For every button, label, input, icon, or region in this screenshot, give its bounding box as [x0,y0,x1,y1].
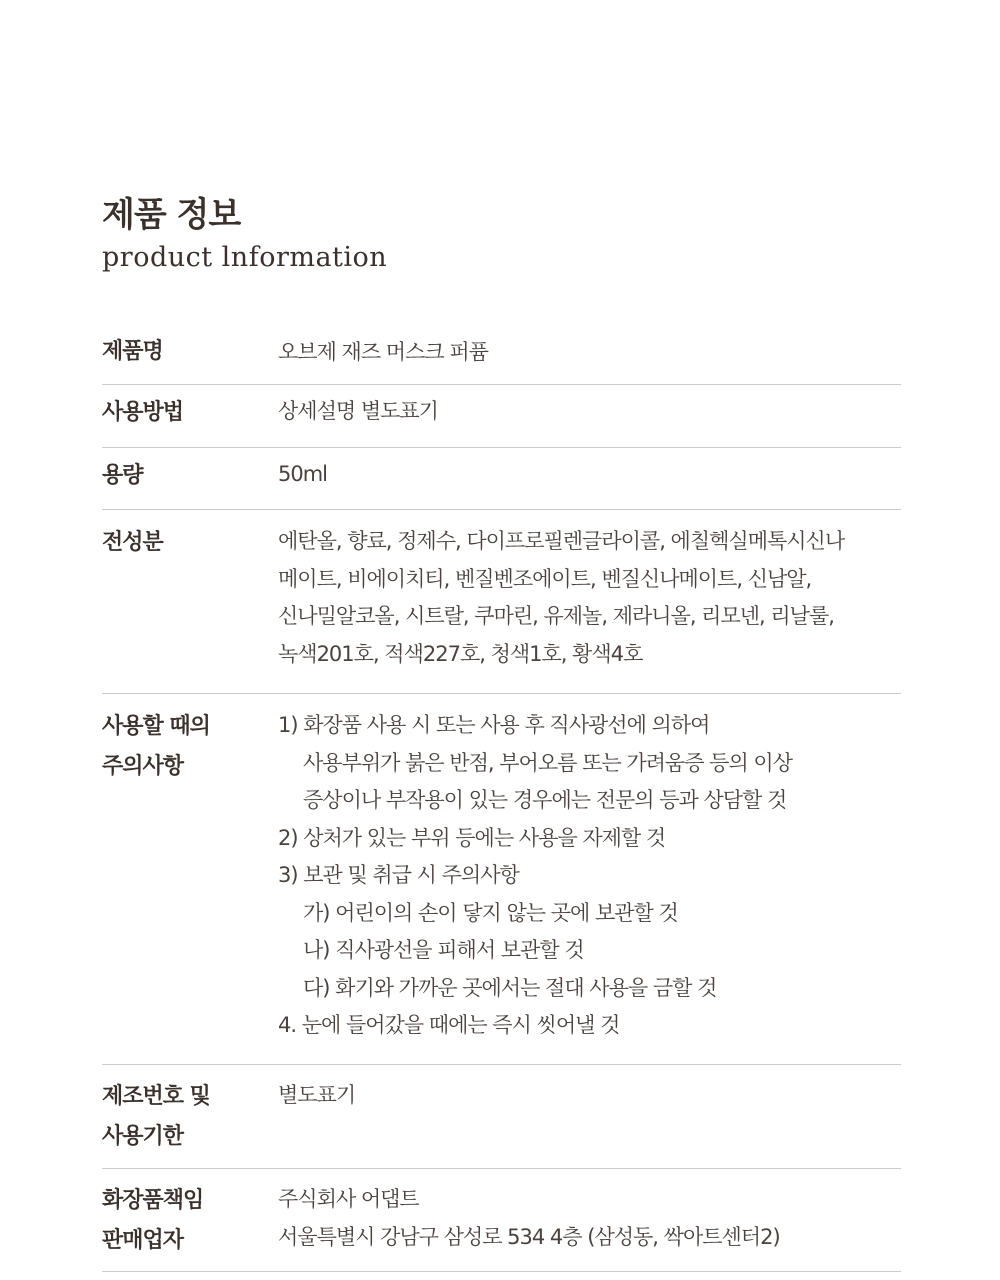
row-value [278,707,901,1064]
row-value: 오브제 재즈 머스크 퍼퓸 [278,340,488,364]
ingredient-line: 녹색201호, 적색227호, 청색1호, 황색4호 [278,641,643,666]
row-value: 별도표기 [278,1083,356,1107]
row-value: 상세설명 별도표기 [278,399,438,423]
label-line: 주의사항 [102,754,184,779]
caution-line: 사용부위가 붉은 반점, 부어오름 또는 가려움증 등의 이상 [303,750,792,775]
section-title: 제품 정보 [102,195,241,235]
row-value [278,523,901,693]
caution-line: 나) 직사광선을 피해서 보관할 것 [303,938,584,962]
row-label: 사용방법 [102,400,184,425]
label-line: 사용할 때의 [102,714,210,739]
caution-line: 3) 보관 및 취급 시 주의사항 [278,863,519,887]
label-line: 제조번호 및 [102,1084,210,1109]
row-product-name [102,330,901,385]
seller-address: 서울특별시 강남구 삼성로 534 4층 (삼성동, 싹아트센터2) [278,1224,780,1249]
section-subtitle: product lnformation [102,242,388,273]
seller-company: 주식회사 어댑트 [278,1187,419,1211]
caution-line: 2) 상처가 있는 부위 등에는 사용을 자제할 것 [278,825,666,850]
row-label [102,1181,278,1271]
row-label [102,707,278,1064]
caution-line: 4. 눈에 들어갔을 때에는 즉시 씻어낼 것 [278,1013,620,1037]
caution-line: 1) 화장품 사용 시 또는 사용 후 직사광선에 의하여 [278,713,710,737]
row-volume [102,448,901,510]
ingredient-line: 신나밀알코올, 시트랄, 쿠마린, 유제놀, 제라니올, 리모넨, 리날룰, [278,604,834,628]
row-ingredients [102,510,901,694]
row-seller [102,1169,901,1272]
caution-line: 증상이나 부작용이 있는 경우에는 전문의 등과 상담할 것 [303,788,787,812]
row-label: 용량 [102,463,143,488]
row-value: 50ml [278,462,328,486]
label-line: 사용기한 [102,1124,184,1149]
label-line: 화장품책임 [102,1188,204,1213]
row-label: 전성분 [102,530,163,555]
ingredient-line: 메이트, 비에이치티, 벤질벤조에이트, 벤질신나메이트, 신남알, [278,566,812,591]
caution-line: 다) 화기와 가까운 곳에서는 절대 사용을 금할 것 [303,975,717,1000]
row-value [278,1181,901,1271]
product-info-table [102,330,901,1272]
row-caution [102,694,901,1065]
ingredient-line: 에탄올, 향료, 정제수, 다이프로필렌글라이콜, 에칠헥실메톡시신나 [278,529,845,553]
row-label [102,1077,278,1168]
row-usage [102,385,901,448]
caution-line: 가) 어린이의 손이 닿지 않는 곳에 보관할 것 [303,900,678,925]
row-lot-expiry [102,1065,901,1169]
row-label: 제품명 [102,339,163,364]
label-line: 판매업자 [102,1228,184,1253]
